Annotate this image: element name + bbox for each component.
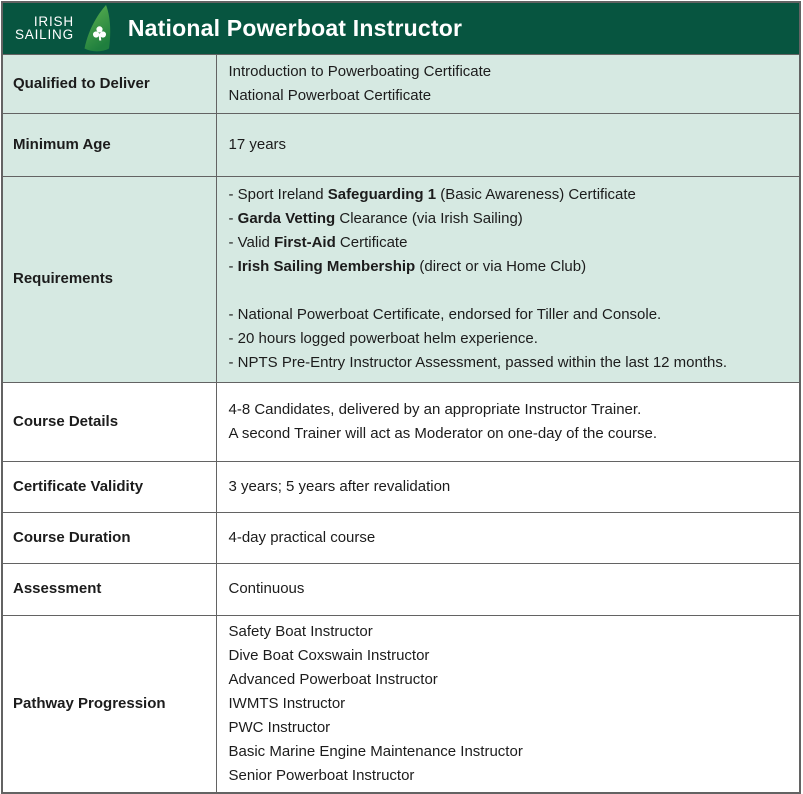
value-line: - Irish Sailing Membership (direct or via Home Club): [228, 258, 587, 275]
row-value: [216, 512, 800, 563]
value-line: Senior Powerboat Instructor: [228, 766, 415, 784]
value-line: - Garda Vetting Clearance (via Irish Sailing): [228, 210, 523, 227]
row-value: [216, 461, 800, 512]
value-line: Continuous: [228, 580, 305, 597]
value-line: [229, 279, 792, 303]
value-line: 17 years: [228, 135, 287, 153]
table-row: [2, 113, 800, 176]
value-line: - NPTS Pre-Entry Instructor Assessment, passed within the last 12 months.: [228, 354, 728, 371]
row-label: Course Duration: [2, 512, 216, 563]
row-label: Minimum Age: [2, 113, 216, 176]
row-label: Assessment: [2, 563, 216, 615]
table-row: [2, 176, 800, 382]
table-row: [2, 382, 800, 461]
value-line: IWMTS Instructor: [228, 694, 346, 712]
row-value: [216, 113, 800, 176]
header-content: [15, 4, 799, 52]
row-value: [216, 54, 800, 113]
table-row: [2, 563, 800, 615]
value-line: - Valid First-Aid Certificate: [228, 234, 408, 251]
value-line: 4-8 Candidates, delivered by an appropriate Instructor Trainer.: [228, 400, 642, 418]
logo-line-irish: IRISH: [33, 14, 74, 30]
value-line: Basic Marine Engine Maintenance Instructor: [228, 742, 523, 760]
value-line: A second Trainer will act as Moderator on one-day of the course.: [228, 424, 658, 442]
header-bar: [2, 2, 800, 54]
table-row: [2, 615, 800, 793]
value-line: Introduction to Powerboating Certificate: [228, 62, 492, 80]
logo-line-sailing: SAILING: [15, 27, 74, 43]
row-label: Course Details: [2, 382, 216, 461]
value-line: - National Powerboat Certificate, endorsed for Tiller and Console.: [228, 306, 662, 323]
row-label: Pathway Progression: [2, 615, 216, 793]
table-row: [2, 512, 800, 563]
value-line: National Powerboat Certificate: [228, 86, 432, 104]
value-line: Advanced Powerboat Instructor: [228, 670, 438, 688]
header-row: [2, 2, 800, 54]
course-table-body: [2, 54, 800, 793]
row-label: Qualified to Deliver: [2, 54, 216, 113]
row-value: [216, 382, 800, 461]
row-label: Certificate Validity: [2, 461, 216, 512]
row-value: [216, 176, 800, 382]
value-line: - 20 hours logged powerboat helm experience.: [228, 330, 538, 347]
course-info-table: [1, 1, 801, 794]
irish-sailing-logo: [15, 4, 113, 52]
table-row: [2, 54, 800, 113]
logo-text: [15, 15, 74, 41]
value-line: Safety Boat Instructor: [228, 622, 373, 640]
value-line: Dive Boat Coxswain Instructor: [228, 646, 430, 664]
value-line: - Sport Ireland Safeguarding 1 (Basic Awareness) Certificate: [228, 186, 636, 203]
row-value: [216, 615, 800, 793]
value-line: 3 years; 5 years after revalidation: [228, 477, 451, 495]
value-line: PWC Instructor: [228, 718, 331, 736]
page-title: National Powerboat Instructor: [127, 15, 463, 42]
sail-shamrock-icon: [77, 4, 113, 52]
table-row: [2, 461, 800, 512]
row-value: [216, 563, 800, 615]
row-label: Requirements: [2, 176, 216, 382]
value-line: 4-day practical course: [228, 528, 376, 546]
